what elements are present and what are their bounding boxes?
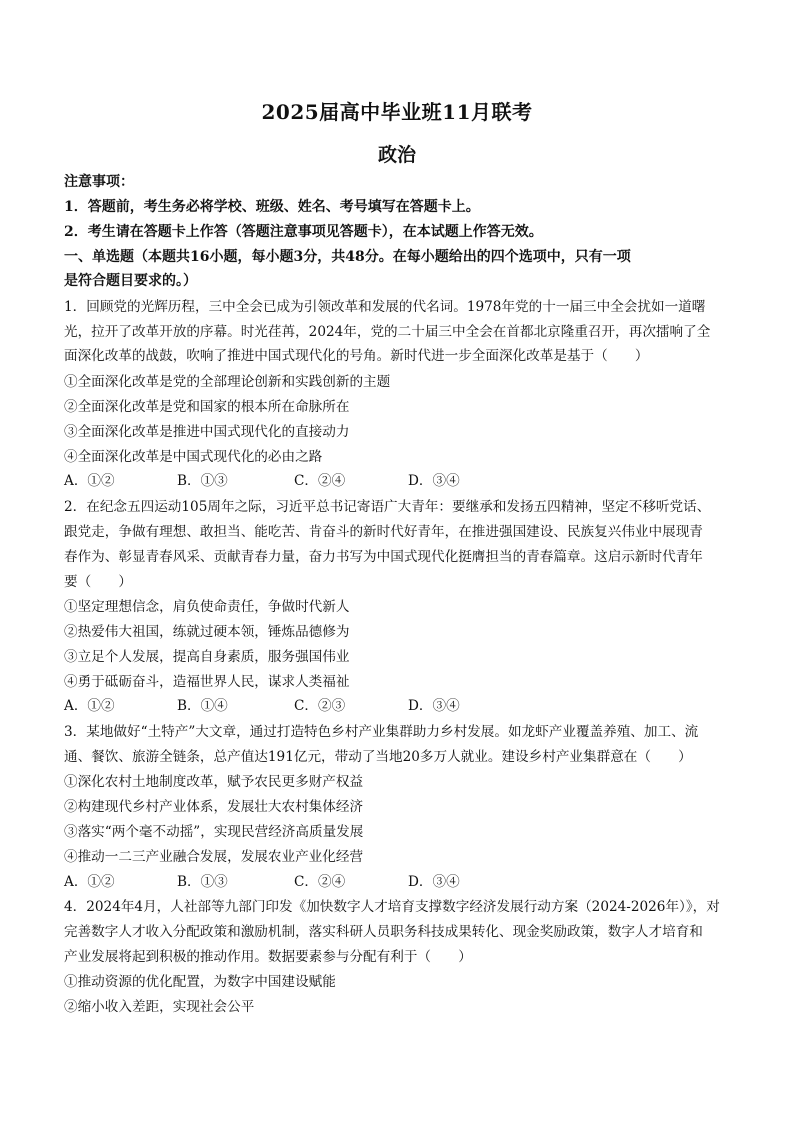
notice-heading: 注意事项： [64,174,134,190]
question-2-stem: 跟党走，争做有理想、敢担当、能吃苦、肯奋斗的新时代好青年，在推进强国建设、民族复兴伟业中展现青 [64,524,703,540]
option-b: B．①③ [177,473,228,489]
question-3-item: ④推动一二三产业融合发展，发展农业产业化经营 [64,849,364,865]
question-1-item: ①全面深化改革是党的全部理论创新和实践创新的主题 [64,374,391,390]
question-2-stem: 春作为、彰显青春风采、贡献青春力量，奋力书写为中国式现代化挺膺担当的青春篇章。这启示新时代青年 [64,549,703,565]
question-2-stem: 2．在纪念五四运动105周年之际，习近平总书记寄语广大青年：要继承和发扬五四精神，坚定不移听党话、 [64,499,711,515]
exam-title: 2025届高中毕业班11月联考 [261,100,533,124]
option-c: C．②④ [294,473,346,489]
option-d: D．③④ [408,874,460,890]
question-3-item: ③落实“两个毫不动摇”，实现民营经济高质量发展 [64,824,364,840]
question-4-stem: 4．2024年4月，人社部等九部门印发《加快数字人才培育支撑数字经济发展行动方案（2024-2026年）》，对 [64,899,720,915]
question-1-stem: 面深化改革的战鼓，吹响了推进中国式现代化的号角。新时代进一步全面深化改革是基于（ ） [64,348,649,364]
question-2-item: ④勇于砥砺奋斗，造福世界人民，谋求人类福祉 [64,674,350,690]
notice-item: 1．答题前，考生务必将学校、班级、姓名、考号填写在答题卡上。 [64,199,480,215]
option-b: B．①④ [177,698,228,714]
option-a: A．①② [64,698,115,714]
question-3-stem: 3．某地做好“土特产”大文章，通过打造特色乡村产业集群助力乡村发展。如龙虾产业覆盖养殖、加工、流 [64,724,699,740]
section-heading-cont: 是符合题目要求的。） [64,273,197,289]
question-2-item: ②热爱伟大祖国，练就过硬本领，锤炼品德修为 [64,624,350,640]
question-2-options [64,694,564,718]
question-1-options [64,469,564,493]
option-a: A．①② [64,874,115,890]
question-1-item: ④全面深化改革是中国式现代化的必由之路 [64,449,323,465]
question-1-item: ②全面深化改革是党和国家的根本所在命脉所在 [64,399,350,415]
question-1-stem: 光，拉开了改革开放的序幕。时光荏苒，2024年，党的二十届三中全会在首都北京隆重召开，再次擂响了全 [64,324,711,340]
question-2-stem: 要（ ） [64,574,132,590]
question-4-item: ①推动资源的优化配置，为数字中国建设赋能 [64,974,336,990]
question-3-item: ①深化农村土地制度改革，赋予农民更多财产权益 [64,774,364,790]
question-4-stem: 完善数字人才收入分配政策和激励机制，落实科研人员职务科技成果转化、现金奖励政策，数字人才培育和 [64,924,703,940]
question-2-item: ①坚定理想信念，肩负使命责任，争做时代新人 [64,599,350,615]
option-a: A．①② [64,473,115,489]
question-4-stem: 产业发展将起到积极的推动作用。数据要素参与分配有利于（ ） [64,949,472,965]
question-3-item: ②构建现代乡村产业体系，发展壮大农村集体经济 [64,799,364,815]
question-1-stem: 1．回顾党的光辉历程，三中全会已成为引领改革和发展的代名词。1978年党的十一届三中全会扰如一道曙 [64,299,706,315]
option-b: B．①③ [177,874,228,890]
option-d: D．③④ [408,698,460,714]
option-c: C．②④ [294,874,346,890]
option-c: C．②③ [294,698,346,714]
question-3-stem: 通、餐饮、旅游全链条，总产值达191亿元，带动了当地20多万人就业。建设乡村产业集群意在（ ） [64,749,692,765]
question-3-options [64,870,564,894]
question-1-item: ③全面深化改革是推进中国式现代化的直接动力 [64,424,350,440]
section-heading: 一、单选题（本题共16小题，每小题3分，共48分。在每小题给出的四个选项中，只有一项 [64,249,631,265]
question-4-item: ②缩小收入差距，实现社会公平 [64,999,255,1015]
option-d: D．③④ [408,473,460,489]
question-2-item: ③立足个人发展，提高自身素质，服务强国伟业 [64,649,350,665]
exam-subject: 政治 [377,144,416,166]
notice-item: 2．考生请在答题卡上作答（答题注意事项见答题卡），在本试题上作答无效。 [64,224,543,240]
